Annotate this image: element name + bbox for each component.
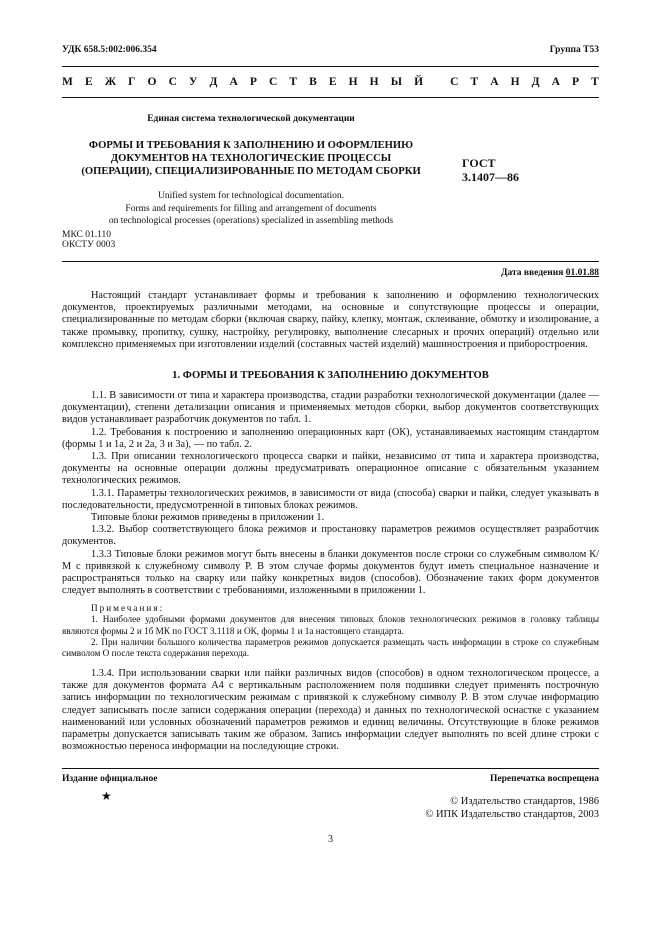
codes-rule [62, 261, 599, 262]
udk-code: УДК 658.5:002:006.354 [62, 45, 157, 55]
english-line-2: Forms and requirements for filling and arrangement of documents [125, 203, 377, 214]
official-edition: Издание официальное [62, 774, 158, 784]
classification-codes [62, 231, 115, 250]
paragraph-1-3-3: 1.3.3 Типовые блоки режимов могут быть внесены в бланки документов после строки со служебным символом К/М с привязкой к служебному символу Р. В этом случае формы документов будут иметь специальное назначение и распространяться только на сварку или пайку конкретных видов (способов). Обозначение таких форм документов следует выполнять в соответствии с требованиями, изложенными в приложении 1. [62, 548, 599, 597]
banner-letter: О [147, 76, 157, 88]
banner-letter: Е [84, 76, 93, 88]
banner-letter: Ы [390, 76, 402, 88]
banner-letter: В [309, 76, 317, 88]
paragraph-1-3-1: 1.3.1. Параметры технологических режимов, в зависимости от вида (способа) сварки и пайки, следует указывать в последовательности, предусмотренной в типовых блоках режимов. [62, 487, 599, 511]
banner-letter: Г [128, 76, 136, 88]
banner-letter: А [490, 76, 499, 88]
note-1: 1. Наиболее удобными формами документов для внесения типовых блоков технологических режимов в головку таблицы являются формы 2 и 1б МК по ГОСТ 3.1118 и ОК, формы 1 и 1а настоящего стандарта. [62, 614, 599, 636]
banner-letter: Ж [104, 76, 117, 88]
note-2: 2. При наличии большого количества параметров режимов допускается размещать часть информации в строке со служебным символом О после текста содержания перехода. [62, 636, 599, 659]
title-line-3: (ОПЕРАЦИИ), СПЕЦИАЛИЗИРОВАННЫЕ ПО МЕТОДАМ СБОРКИ [81, 166, 421, 177]
star-icon: ★ [101, 789, 112, 803]
reprint-prohibited: Перепечатка воспрещена [489, 774, 599, 784]
date-value: 01.01.88 [565, 268, 599, 278]
banner-letter [435, 76, 438, 88]
system-title: Единая система технологической документации [147, 114, 355, 124]
paragraph-appendix-ref: Типовые блоки режимов приведены в приложении 1. [91, 512, 325, 524]
paragraph-1-3-4: 1.3.4. При использовании сварки или пайки различных видов (способов) в одном технологическом процессе, а также для документов формата А4 с вертикальным расположением поля подшивки следует применять построчную запись информации по технологическим режимам с привязкой к служебному символу Р. В этом случае информацию следует записывать после записи содержания операции (перехода) и данных по технологической оснастке с указанием наименований или условных обозначений параметров режимов и единиц величины. Отсутствующие в блоке режимов параметры допускается записывать таким же образом. Запись информации следует выполнять по всей длине строки с возможностью переноса информации на последующие строки. [62, 668, 599, 753]
copyright-2003: © ИПК Издательство стандартов, 2003 [425, 809, 599, 820]
banner-letter: С [168, 76, 177, 88]
banner-letter: Н [348, 76, 358, 88]
banner-letter: М [62, 76, 73, 88]
banner-letter: Д [209, 76, 218, 88]
paragraph-1-3: 1.3. При описании технологического процесса сварки и пайки, независимо от типа и характера производства, документы на основные операции должны предусматривать операционное описание с обязательным указанием технологических режимов. [62, 451, 599, 487]
page-number: 3 [328, 834, 333, 845]
date-label: Дата введения [500, 268, 564, 278]
english-line-1: Unified system for technological documentation. [158, 191, 344, 201]
gost-designation [462, 156, 599, 184]
banner-letter: Д [531, 76, 540, 88]
gost-number: 3.1407—86 [462, 170, 519, 184]
document-title [62, 139, 440, 178]
copyright-1986: © Издательство стандартов, 1986 [450, 796, 599, 807]
paragraph-1-3-4-block [62, 668, 599, 753]
banner-letter: Й [414, 76, 424, 88]
banner-letter: Н [369, 76, 379, 88]
english-line-3: on technological processes (operations) specialized in assembling methods [108, 216, 394, 226]
banner-letter: Т [289, 76, 298, 88]
banner-rule [62, 97, 599, 98]
group-code: Группа Т53 [549, 45, 599, 55]
introduction-date [501, 268, 599, 278]
paragraph-1-2: 1.2. Требования к построению и заполнению операционных карт (ОК), устанавливаемых настоящим стандартом (формы 1 и 1а, 2 и 2а, 3 и 3а), — по табл. 2. [62, 426, 599, 450]
notes-block [62, 603, 599, 659]
mks-code: МКС 01.110 [62, 230, 112, 240]
banner-letter: С [269, 76, 278, 88]
top-rule [62, 66, 599, 67]
banner-letter: Е [328, 76, 337, 88]
okstu-code: ОКСТУ 0003 [62, 239, 116, 250]
banner-letter: Р [572, 76, 580, 88]
paragraph-1-1: 1.1. В зависимости от типа и характера производства, стадии разработки технологической документации (далее — документации), степени детализации описания и применяемых методов сборки, выбор документов соответствующих видов устанавливает разработчик документов по табл. 1. [62, 390, 599, 426]
banner-letter: У [188, 76, 198, 88]
banner-letter: Н [510, 76, 520, 88]
banner-letter: С [450, 76, 459, 88]
interstate-standard-banner [62, 76, 599, 88]
intro-paragraph [62, 290, 599, 351]
banner-letter: А [551, 76, 560, 88]
section-1-body [62, 390, 599, 597]
english-title [62, 190, 440, 228]
banner-letter: Т [591, 76, 599, 88]
gost-label: ГОСТ [462, 156, 496, 170]
section-1-title: 1. ФОРМЫ И ТРЕБОВАНИЯ К ЗАПОЛНЕНИЮ ДОКУМЕНТОВ [172, 370, 489, 381]
footer-rule [62, 768, 599, 769]
paragraph-1-3-2: 1.3.2. Выбор соответствующего блока режимов и простановку параметров режимов осуществляет разработчик документов. [62, 524, 599, 548]
banner-letter: Р [249, 76, 257, 88]
title-line-2: ДОКУМЕНТОВ НА ТЕХНОЛОГИЧЕСКИЕ ПРОЦЕССЫ [110, 153, 392, 164]
intro-text: Настоящий стандарт устанавливает формы и требования к заполнению и оформлению технологических документов, проектируемых различными методами, на основные и сопутствующие процессы и операции, специализированные по методам сборки (включая сварку, пайку, клепку, монтаж, склеивание, обмотку и изолирование, а также промывку, пропитку, сушку, настройку, регулировку, выполнение слесарных и прочих операций) отдельно или комплексно применяемых при изготовлении изделий (составных частей изделий) машиностроения и приборостроения. [62, 290, 599, 350]
banner-letter: А [229, 76, 238, 88]
title-line-1: ФОРМЫ И ТРЕБОВАНИЯ К ЗАПОЛНЕНИЮ И ОФОРМЛЕНИЮ [88, 140, 414, 151]
banner-letter: Т [470, 76, 479, 88]
notes-heading: Примечания: [91, 603, 165, 613]
